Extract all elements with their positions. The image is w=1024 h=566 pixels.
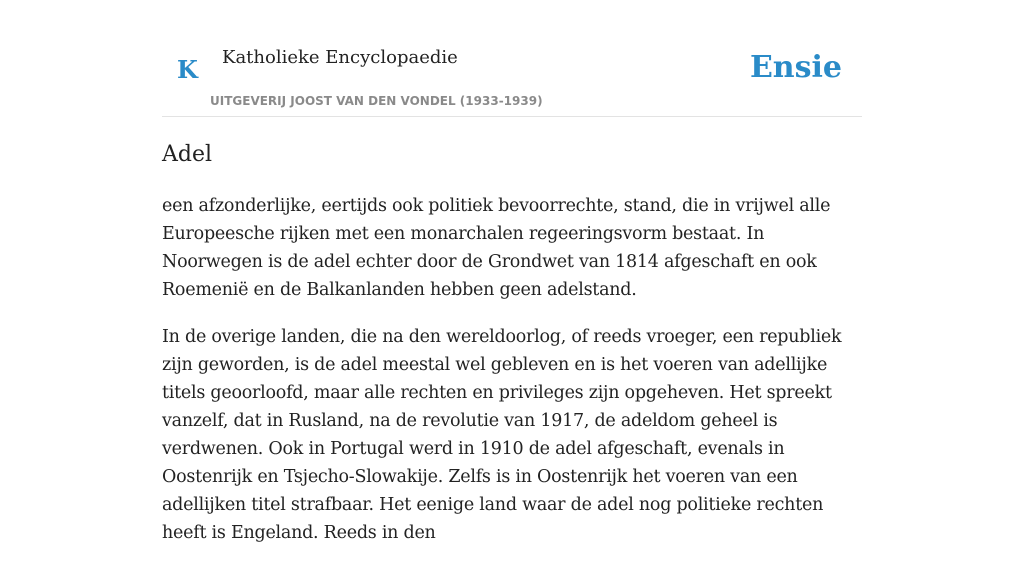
brand-logo[interactable]: Ensie <box>749 50 842 85</box>
site-logo[interactable]: K <box>177 55 198 84</box>
site-header <box>162 0 862 117</box>
article-paragraph: een afzonderlijke, eertijds ook politiek bevoorrechte, stand, die in vrijwel alle Europeesche rijken met een monarchalen regeeringsvorm bestaat. In Noorwegen is de adel echter door de Grondwet van 1814 afgeschaft en ook Roemenië en de Balkanlanden hebben geen adelstand. <box>162 196 831 300</box>
publisher-label: UITGEVERIJ JOOST VAN DEN VONDEL (1933-1939) <box>210 94 543 108</box>
article-body <box>162 192 864 566</box>
article-title: Adel <box>162 142 213 167</box>
article-paragraph: In de overige landen, die na den wereldoorlog, of reeds vroeger, een republiek zijn geworden, is de adel meestal wel gebleven en is het voeren van adellijke titels geoorloofd, maar alle rechten en privileges zijn opgeheven. Het spreekt vanzelf, dat in Rusland, na de revolutie van 1917, de adeldom geheel is verdwenen. Ook in Portugal werd in 1910 de adel afgeschaft, evenals in Oostenrijk en Tsjecho-Slowakije. Zelfs is in Oostenrijk het voeren van een adellijken titel strafbaar. Het eenige land waar de adel nog politieke rechten heeft is Engeland. Reeds in den <box>162 327 842 543</box>
site-title[interactable]: Katholieke Encyclopaedie <box>222 47 458 68</box>
